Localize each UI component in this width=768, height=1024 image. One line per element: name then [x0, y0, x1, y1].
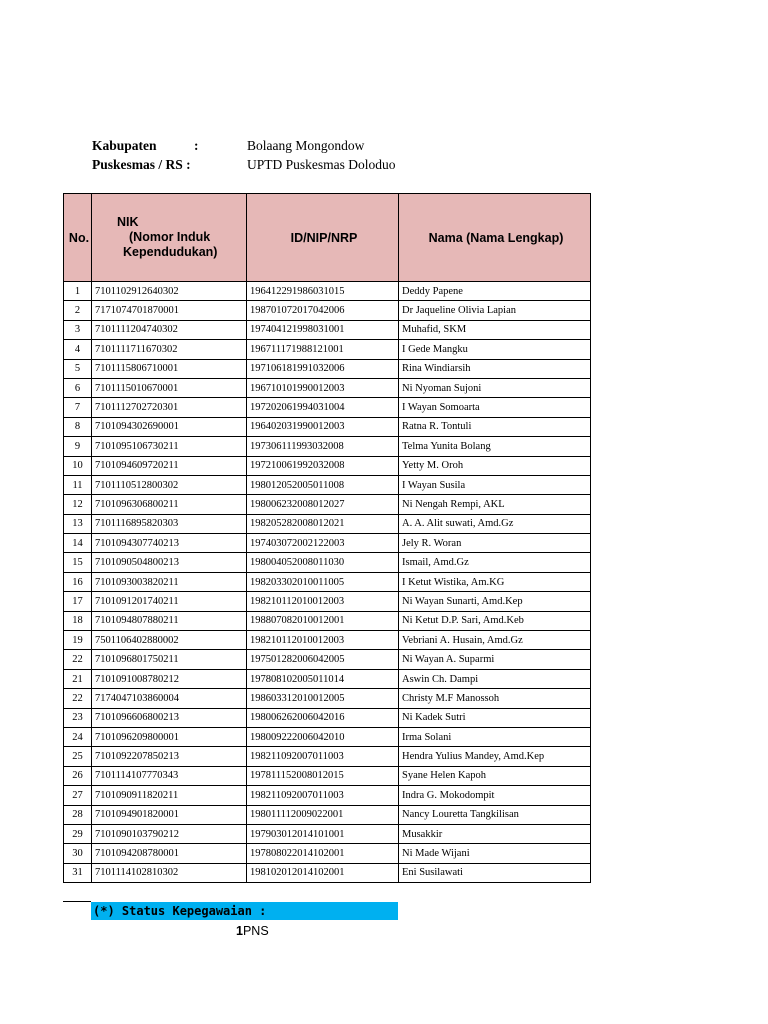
- table-row: [64, 534, 591, 553]
- cell-id: 197903012014101001: [247, 824, 399, 843]
- cell-nama: Indra G. Mokodompit: [399, 786, 591, 805]
- cell-nik: 7101096801750211: [92, 650, 247, 669]
- table-row: [64, 766, 591, 785]
- cell-nik: 7101096606800213: [92, 708, 247, 727]
- table-header-row: [64, 194, 591, 282]
- table-row: [64, 631, 591, 650]
- cell-id: 198012052005011008: [247, 475, 399, 494]
- cell-nik: 7101115010670001: [92, 378, 247, 397]
- cell-no: 3: [64, 320, 92, 339]
- cell-nama: Deddy Papene: [399, 282, 591, 301]
- table-body: [64, 282, 591, 883]
- cell-nik: 7101094302690001: [92, 417, 247, 436]
- cell-nik: 7101092207850213: [92, 747, 247, 766]
- cell-nama: Rina Windiarsih: [399, 359, 591, 378]
- cell-id: 196412291986031015: [247, 282, 399, 301]
- cell-nik: 7501106402880002: [92, 631, 247, 650]
- cell-nama: Ni Kadek Sutri: [399, 708, 591, 727]
- cell-id: 197808102005011014: [247, 669, 399, 688]
- cell-no: 10: [64, 456, 92, 475]
- header-nama: Nama (Nama Lengkap): [399, 194, 591, 282]
- cell-nama: Nancy Louretta Tangkilisan: [399, 805, 591, 824]
- cell-id: 198004052008011030: [247, 553, 399, 572]
- cell-id: 198006232008012027: [247, 495, 399, 514]
- cell-no: 9: [64, 437, 92, 456]
- table-row: [64, 320, 591, 339]
- cell-id: 198211092007011003: [247, 747, 399, 766]
- header-nik: [92, 194, 247, 282]
- pns-legend: [236, 924, 269, 938]
- cell-nama: Yetty M. Oroh: [399, 456, 591, 475]
- cell-id: 197306111993032008: [247, 437, 399, 456]
- cell-no: 26: [64, 766, 92, 785]
- cell-id: 197404121998031001: [247, 320, 399, 339]
- cell-nik: 7174047103860004: [92, 689, 247, 708]
- cell-nik: 7101114107770343: [92, 766, 247, 785]
- cell-nama: Vebriani A. Husain, Amd.Gz: [399, 631, 591, 650]
- cell-nama: Hendra Yulius Mandey, Amd.Kep: [399, 747, 591, 766]
- cell-nama: Ni Wayan A. Suparmi: [399, 650, 591, 669]
- cell-nama: Ni Nengah Rempi, AKL: [399, 495, 591, 514]
- table-row: [64, 495, 591, 514]
- table-row: [64, 786, 591, 805]
- table-row: [64, 456, 591, 475]
- cell-no: 23: [64, 708, 92, 727]
- cell-no: 29: [64, 824, 92, 843]
- cell-id: 197808022014102001: [247, 844, 399, 863]
- table-row: [64, 650, 591, 669]
- pns-label: PNS: [242, 924, 269, 938]
- cell-no: 19: [64, 631, 92, 650]
- cell-nik: 7101091008780212: [92, 669, 247, 688]
- cell-nama: Aswin Ch. Dampi: [399, 669, 591, 688]
- puskesmas-label: Puskesmas / RS :: [92, 157, 191, 172]
- header-no: No.: [64, 194, 92, 282]
- kabupaten-value: Bolaang Mongondow: [247, 138, 365, 153]
- cell-nama: Eni Susilawati: [399, 863, 591, 882]
- cell-no: 18: [64, 611, 92, 630]
- table-row: [64, 727, 591, 746]
- header-id: ID/NIP/NRP: [247, 194, 399, 282]
- cell-nik: 7101094208780001: [92, 844, 247, 863]
- cell-id: 198807082010012001: [247, 611, 399, 630]
- cell-id: 197811152008012015: [247, 766, 399, 785]
- cell-id: 196710101990012003: [247, 378, 399, 397]
- cell-no: 27: [64, 786, 92, 805]
- cell-no: 24: [64, 727, 92, 746]
- cell-no: 15: [64, 553, 92, 572]
- cell-nama: Jely R. Woran: [399, 534, 591, 553]
- cell-nama: Telma Yunita Bolang: [399, 437, 591, 456]
- cell-nama: Syane Helen Kapoh: [399, 766, 591, 785]
- table-row: [64, 592, 591, 611]
- cell-id: 197210061992032008: [247, 456, 399, 475]
- cell-nik: 7101112702720301: [92, 398, 247, 417]
- cell-no: 22: [64, 689, 92, 708]
- table-row: [64, 378, 591, 397]
- cell-nama: Ratna R. Tontuli: [399, 417, 591, 436]
- cell-no: 14: [64, 534, 92, 553]
- cell-id: 197106181991032006: [247, 359, 399, 378]
- cell-nik: 7101090911820211: [92, 786, 247, 805]
- cell-id: 198211092007011003: [247, 786, 399, 805]
- cell-no: 13: [64, 514, 92, 533]
- header-nik-line2: (Nomor Induk: [129, 230, 211, 244]
- cell-nama: Ni Wayan Sunarti, Amd.Kep: [399, 592, 591, 611]
- cell-no: 2: [64, 301, 92, 320]
- cell-nik: 7101094609720211: [92, 456, 247, 475]
- cell-id: 197501282006042005: [247, 650, 399, 669]
- cell-nik: 7101096209800001: [92, 727, 247, 746]
- table-row: [64, 844, 591, 863]
- cell-no: 25: [64, 747, 92, 766]
- cell-nama: I Wayan Susila: [399, 475, 591, 494]
- cell-nama: Ismail, Amd.Gz: [399, 553, 591, 572]
- cell-nama: Musakkir: [399, 824, 591, 843]
- table-row: [64, 301, 591, 320]
- table-row: [64, 398, 591, 417]
- status-kepegawaian-bar: (*) Status Kepegawaian :: [91, 902, 398, 920]
- header-nik-line1: NIK: [117, 215, 139, 229]
- table-row: [64, 437, 591, 456]
- table-row: [64, 359, 591, 378]
- cell-nama: Irma Solani: [399, 727, 591, 746]
- cell-no: 6: [64, 378, 92, 397]
- table-row: [64, 824, 591, 843]
- cell-nik: 7101091201740211: [92, 592, 247, 611]
- table-row: [64, 708, 591, 727]
- cell-no: 4: [64, 340, 92, 359]
- kabupaten-label: Kabupaten: [92, 138, 157, 153]
- cell-no: 12: [64, 495, 92, 514]
- cell-no: 7: [64, 398, 92, 417]
- table-row: [64, 611, 591, 630]
- table-row: [64, 805, 591, 824]
- cell-no: 8: [64, 417, 92, 436]
- cell-nik: 7101090103790212: [92, 824, 247, 843]
- puskesmas-value: UPTD Puskesmas Doloduo: [247, 157, 396, 172]
- cell-nama: Muhafid, SKM: [399, 320, 591, 339]
- cell-id: 198210112010012003: [247, 631, 399, 650]
- cell-no: 1: [64, 282, 92, 301]
- table-row: [64, 747, 591, 766]
- table-row: [64, 340, 591, 359]
- cell-no: 30: [64, 844, 92, 863]
- cell-no: 16: [64, 572, 92, 591]
- table-row: [64, 572, 591, 591]
- cell-id: 198009222006042010: [247, 727, 399, 746]
- kabupaten-colon: :: [194, 138, 199, 153]
- table-row: [64, 282, 591, 301]
- cell-id: 198006262006042016: [247, 708, 399, 727]
- cell-nama: I Ketut Wistika, Am.KG: [399, 572, 591, 591]
- cell-nik: 7101093003820211: [92, 572, 247, 591]
- cell-nik: 7101102912640302: [92, 282, 247, 301]
- table-row: [64, 689, 591, 708]
- cell-id: 198011112009022001: [247, 805, 399, 824]
- cell-nik: 7101090504800213: [92, 553, 247, 572]
- cell-nik: 7171074701870001: [92, 301, 247, 320]
- cell-nik: 7101111204740302: [92, 320, 247, 339]
- cell-id: 198102012014102001: [247, 863, 399, 882]
- cell-nik: 7101096306800211: [92, 495, 247, 514]
- staff-table: [63, 193, 591, 883]
- cell-id: 197403072002122003: [247, 534, 399, 553]
- cell-nama: I Wayan Somoarta: [399, 398, 591, 417]
- cell-id: 198203302010011005: [247, 572, 399, 591]
- cell-no: 11: [64, 475, 92, 494]
- table-row: [64, 669, 591, 688]
- cell-id: 198210112010012003: [247, 592, 399, 611]
- cell-nik: 7101094807880211: [92, 611, 247, 630]
- header-nik-line3: Kependudukan): [123, 245, 218, 259]
- cell-id: 196402031990012003: [247, 417, 399, 436]
- pns-number: 1: [236, 924, 243, 938]
- cell-no: 5: [64, 359, 92, 378]
- cell-nik: 7101095106730211: [92, 437, 247, 456]
- cell-nama: Dr Jaqueline Olivia Lapian: [399, 301, 591, 320]
- cell-no: 22: [64, 650, 92, 669]
- cell-nik: 7101111711670302: [92, 340, 247, 359]
- table-row: [64, 863, 591, 882]
- cell-nama: Ni Ketut D.P. Sari, Amd.Keb: [399, 611, 591, 630]
- cell-nama: Ni Made Wijani: [399, 844, 591, 863]
- cell-nik: 7101094901820001: [92, 805, 247, 824]
- cell-nama: A. A. Alit suwati, Amd.Gz: [399, 514, 591, 533]
- cell-nama: Christy M.F Manossoh: [399, 689, 591, 708]
- cell-id: 198205282008012021: [247, 514, 399, 533]
- footer-divider: [63, 901, 91, 902]
- table-row: [64, 417, 591, 436]
- table-row: [64, 514, 591, 533]
- cell-id: 198603312010012005: [247, 689, 399, 708]
- cell-nama: Ni Nyoman Sujoni: [399, 378, 591, 397]
- cell-nik: 7101116895820303: [92, 514, 247, 533]
- table-row: [64, 475, 591, 494]
- cell-no: 31: [64, 863, 92, 882]
- cell-no: 17: [64, 592, 92, 611]
- cell-no: 28: [64, 805, 92, 824]
- cell-id: 196711171988121001: [247, 340, 399, 359]
- cell-nik: 7101110512800302: [92, 475, 247, 494]
- table-row: [64, 553, 591, 572]
- cell-id: 197202061994031004: [247, 398, 399, 417]
- cell-no: 21: [64, 669, 92, 688]
- cell-id: 198701072017042006: [247, 301, 399, 320]
- cell-nama: I Gede Mangku: [399, 340, 591, 359]
- cell-nik: 7101094307740213: [92, 534, 247, 553]
- cell-nik: 7101115806710001: [92, 359, 247, 378]
- cell-nik: 7101114102810302: [92, 863, 247, 882]
